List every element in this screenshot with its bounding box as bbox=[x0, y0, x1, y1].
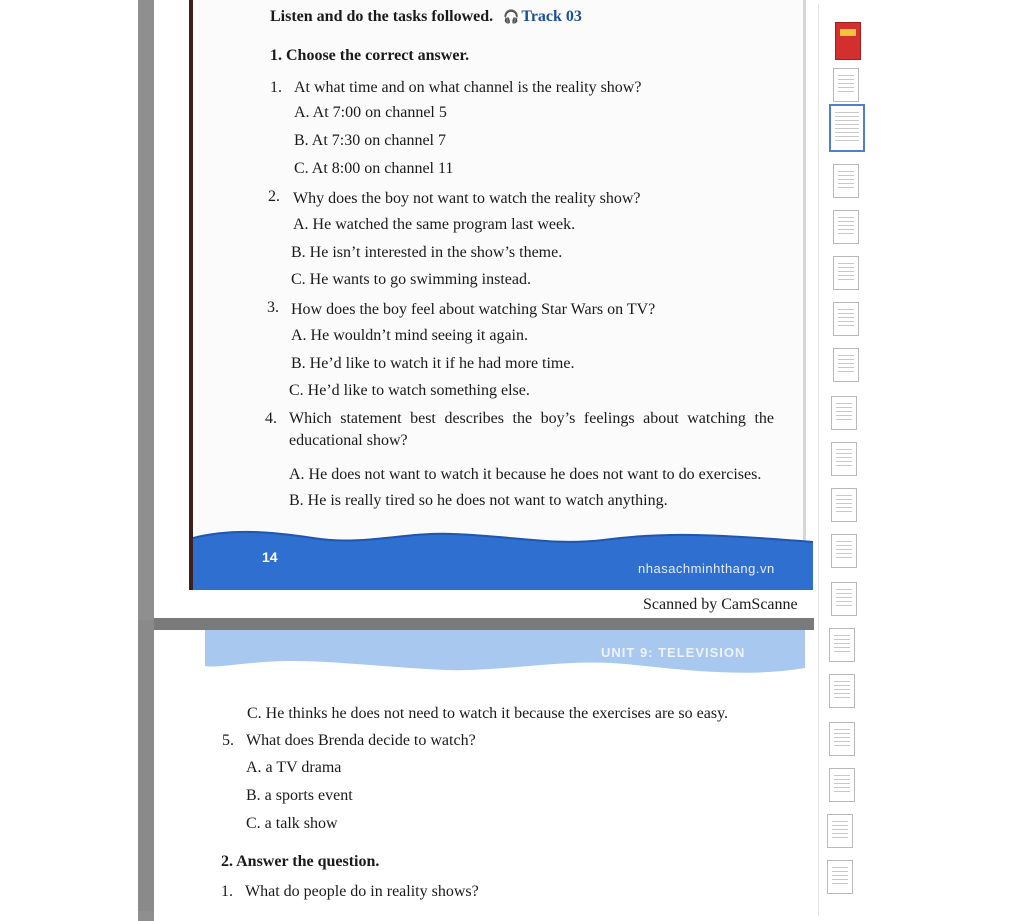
answer-option: B. a sports event bbox=[246, 787, 353, 804]
answer-option: C. He’d like to watch something else. bbox=[289, 382, 530, 399]
page-thumbnail[interactable] bbox=[827, 860, 853, 894]
answer-option: C. a talk show bbox=[246, 815, 338, 832]
page-thumbnail[interactable] bbox=[831, 582, 857, 616]
answer-option: B. He isn’t interested in the show’s theme. bbox=[291, 244, 563, 261]
answer-option: A. At 7:00 on channel 5 bbox=[294, 104, 447, 121]
page-thumbnail[interactable] bbox=[833, 164, 859, 198]
part2-title: 2. Answer the question. bbox=[221, 853, 380, 870]
question-number: 4. bbox=[265, 410, 277, 427]
page-thumbnail[interactable] bbox=[833, 348, 859, 382]
page-thumbnail[interactable] bbox=[829, 674, 855, 708]
track-link[interactable] bbox=[503, 8, 582, 25]
answer-option: A. He wouldn’t mind seeing it again. bbox=[291, 327, 528, 344]
page-thumbnail-active[interactable] bbox=[829, 104, 865, 152]
question-text: Why does the boy not want to watch the reality show? bbox=[293, 190, 641, 207]
question-number: 3. bbox=[267, 299, 279, 316]
page-thumbnail-sidebar[interactable] bbox=[818, 4, 875, 916]
publisher-site: nhasachminhthang.vn bbox=[638, 561, 775, 576]
page-thumbnail[interactable] bbox=[831, 396, 857, 430]
answer-option: C. At 8:00 on channel 11 bbox=[294, 160, 454, 177]
page-thumbnail[interactable] bbox=[829, 768, 855, 802]
question-number: 5. bbox=[222, 732, 234, 749]
question-number: 1. bbox=[270, 79, 282, 96]
track-label: Track 03 bbox=[521, 8, 582, 25]
page-number: 14 bbox=[262, 549, 278, 565]
page-thumbnail[interactable] bbox=[833, 256, 859, 290]
instruction-text: Listen and do the tasks followed. bbox=[270, 8, 494, 25]
answer-option: A. He watched the same program last week. bbox=[293, 216, 576, 233]
unit-title: UNIT 9: TELEVISION bbox=[601, 645, 746, 660]
page-thumbnail[interactable] bbox=[833, 210, 859, 244]
question-text: What does Brenda decide to watch? bbox=[246, 732, 476, 749]
page-separator bbox=[154, 618, 814, 630]
page-thumbnail[interactable] bbox=[835, 22, 861, 60]
question-text: How does the boy feel about watching Star Wars on TV? bbox=[291, 301, 656, 318]
question-number: 2. bbox=[268, 188, 280, 205]
answer-option: C. He thinks he does not need to watch it because the exercises are so easy. bbox=[247, 705, 729, 722]
page-thumbnail[interactable] bbox=[833, 302, 859, 336]
page-thumbnail[interactable] bbox=[831, 534, 857, 568]
footer-wave-band bbox=[193, 524, 813, 590]
answer-option: B. He’d like to watch it if he had more time. bbox=[291, 355, 575, 372]
headphones-icon: 🎧 bbox=[503, 9, 520, 24]
page-thumbnail[interactable] bbox=[827, 814, 853, 848]
answer-option: B. At 7:30 on channel 7 bbox=[294, 132, 446, 149]
part1-title: 1. Choose the correct answer. bbox=[270, 47, 470, 64]
scanner-left-margin-lower bbox=[138, 620, 154, 911]
page-thumbnail[interactable] bbox=[831, 488, 857, 522]
answer-option: C. He wants to go swimming instead. bbox=[291, 271, 531, 288]
question-text: At what time and on what channel is the reality show? bbox=[294, 79, 642, 96]
question-text-continued: educational show? bbox=[289, 432, 408, 449]
question-number: 1. bbox=[221, 883, 233, 900]
page-thumbnail[interactable] bbox=[829, 628, 855, 662]
answer-option: B. He is really tired so he does not want to watch anything. bbox=[289, 492, 668, 509]
instruction-heading bbox=[270, 8, 582, 26]
question-text: Which statement best describes the boy’s feelings about watching the bbox=[289, 410, 774, 427]
page-thumbnail[interactable] bbox=[831, 442, 857, 476]
page-thumbnail[interactable] bbox=[829, 722, 855, 756]
answer-option: A. He does not want to watch it because he does not want to do exercises. bbox=[289, 466, 762, 483]
answer-option: A. a TV drama bbox=[246, 759, 342, 776]
question-text: What do people do in reality shows? bbox=[245, 883, 479, 900]
page-thumbnail[interactable] bbox=[833, 68, 859, 102]
page-spine bbox=[803, 0, 806, 560]
scanner-watermark: Scanned by CamScanne bbox=[643, 596, 798, 613]
